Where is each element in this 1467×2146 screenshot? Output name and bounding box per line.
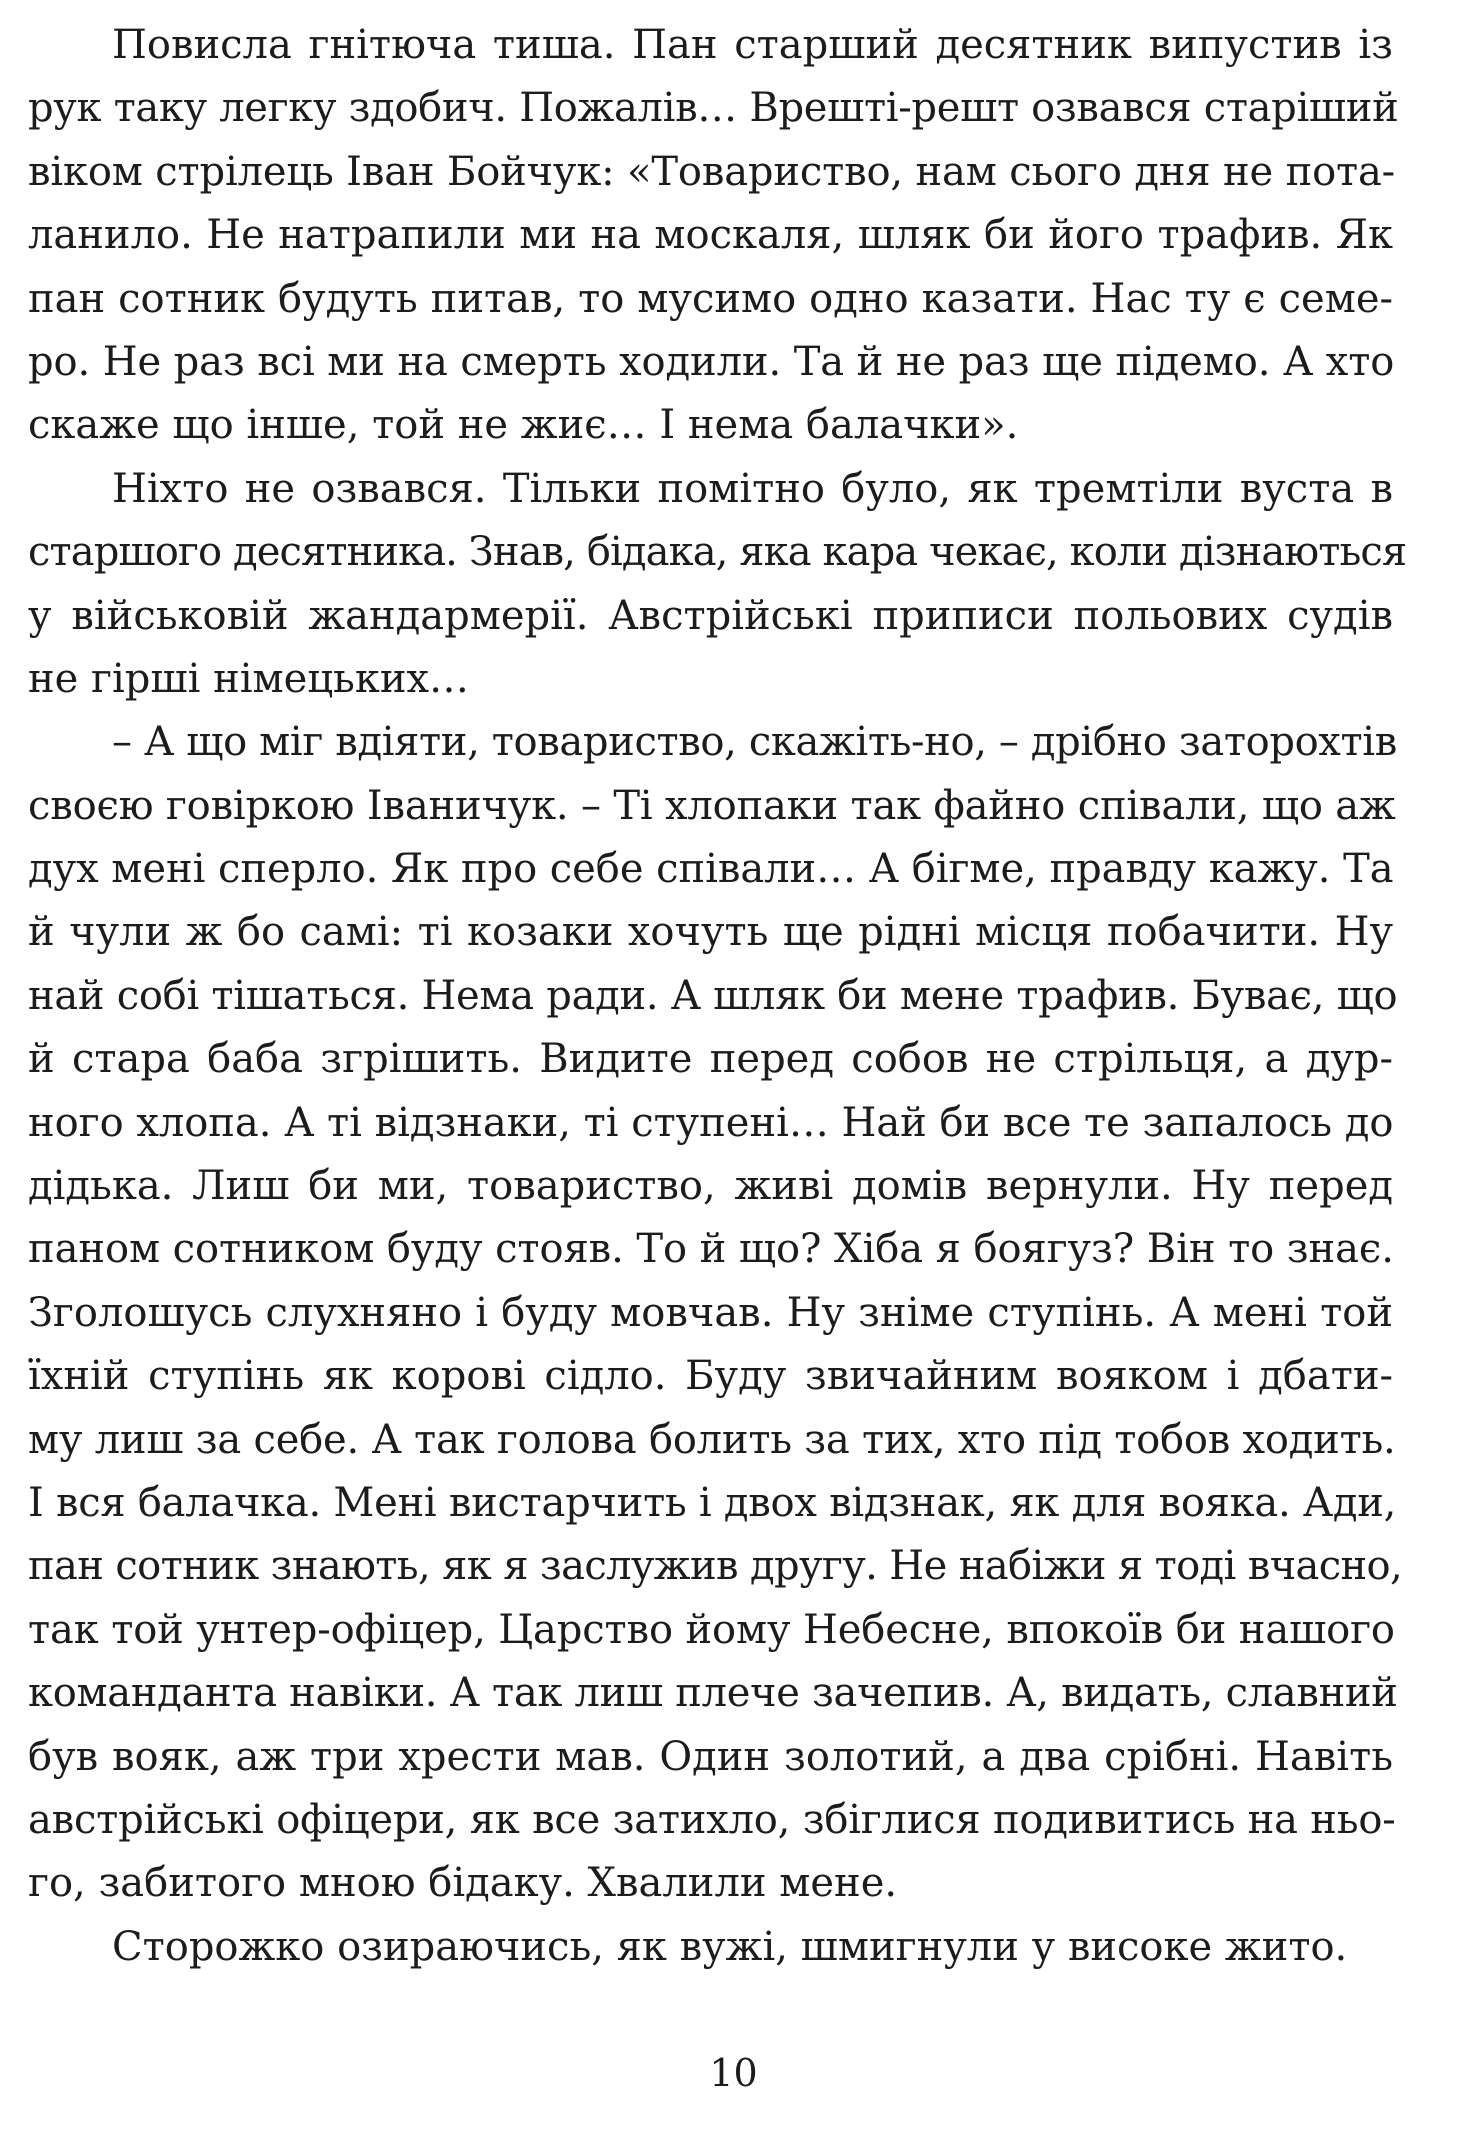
text-line: го, забитого мною бідаку. Хвалили мене. bbox=[28, 1860, 898, 1907]
text-line: пан сотник знають, як я заслужив другу. Не набіжи я тоді вчасно, bbox=[28, 1543, 1403, 1590]
page-number: 10 bbox=[709, 2051, 758, 2095]
text-line: Ніхто не озвався. Тільки помітно було, як тремтіли вуста в bbox=[112, 465, 1393, 512]
text-line: старшого десятника. Знав, бідака, яка кара чекає, коли дізнаються bbox=[28, 529, 1407, 576]
text-line: не гірші німецьких… bbox=[28, 655, 470, 702]
text-line: віком стрілець Іван Бойчук: «Товариство, нам сього дня не пота- bbox=[28, 148, 1396, 195]
text-line: у військовій жандармерії. Австрійські приписи польових судів bbox=[28, 592, 1393, 639]
text-line: І вся балачка. Мені вистарчить і двох відзнак, як для вояка. Ади, bbox=[28, 1479, 1397, 1526]
text-line: дідька. Лиш би ми, товариство, живі домів вернули. Ну перед bbox=[28, 1163, 1393, 1210]
text-line: команданта навіки. А так лиш плече зачепив. А, видать, славний bbox=[28, 1670, 1398, 1717]
text-line: пан сотник будуть питав, то мусимо одно казати. Нас ту є семе- bbox=[28, 275, 1393, 322]
text-line: дух мені сперло. Як про себе співали… А бігме, правду кажу. Та bbox=[28, 846, 1394, 893]
text-line: паном сотником буду стояв. То й що? Хіба я боягуз? Він то знає. bbox=[28, 1226, 1394, 1273]
body-text bbox=[28, 14, 1407, 1979]
text-line: був вояк, аж три хрести мав. Один золотий, а два срібні. Навіть bbox=[28, 1733, 1393, 1780]
text-line: Зголошусь слухняно і буду мовчав. Ну зніме ступінь. А мені той bbox=[28, 1289, 1393, 1336]
text-line: й чули ж бо самі: ті козаки хочуть ще рідні місця побачити. Ну bbox=[28, 909, 1393, 956]
text-line: австрійські офіцери, як все затихло, збіглися подивитись на ньо- bbox=[28, 1796, 1396, 1843]
text-line: ного хлопа. А ті відзнаки, ті ступені… Най би все те запалось до bbox=[28, 1099, 1394, 1146]
text-line: так той унтер-офіцер, Царство йому Небесне, впокоїв би нашого bbox=[28, 1606, 1395, 1653]
text-line: рук таку легку здобич. Пожалів… Врешті-решт озвався старіший bbox=[28, 85, 1399, 132]
text-line: й стара баба згрішить. Видите перед собов не стрільця, а дур- bbox=[28, 1036, 1393, 1083]
text-line: своєю говіркою Іваничук. – Ті хлопаки так файно співали, що аж bbox=[28, 782, 1396, 829]
text-line: Сторожко озираючись, як вужі, шмигнули у високе жито. bbox=[112, 1923, 1348, 1970]
text-line: Повисла гнітюча тиша. Пан старший десятник випустив із bbox=[112, 22, 1393, 68]
text-line: му лиш за себе. А так голова болить за тих, хто під тобов ходить. bbox=[28, 1416, 1396, 1463]
text-line: – А що міг вдіяти, товариство, скажіть-но, – дрібно заторохтів bbox=[112, 719, 1397, 766]
text-line: їхній ступінь як корові сідло. Буду звичайним вояком і дбати- bbox=[28, 1353, 1393, 1400]
text-line: ланило. Не натрапили ми на москаля, шляк би його трафив. Як bbox=[28, 212, 1393, 259]
text-line: ро. Не раз всі ми на смерть ходили. Та й не раз ще підемо. А хто bbox=[28, 338, 1395, 385]
text-line: най собі тішаться. Нема ради. А шляк би мене трафив. Буває, що bbox=[28, 972, 1398, 1019]
text-line: скаже що інше, той не жиє… І нема балачки». bbox=[28, 402, 1019, 449]
